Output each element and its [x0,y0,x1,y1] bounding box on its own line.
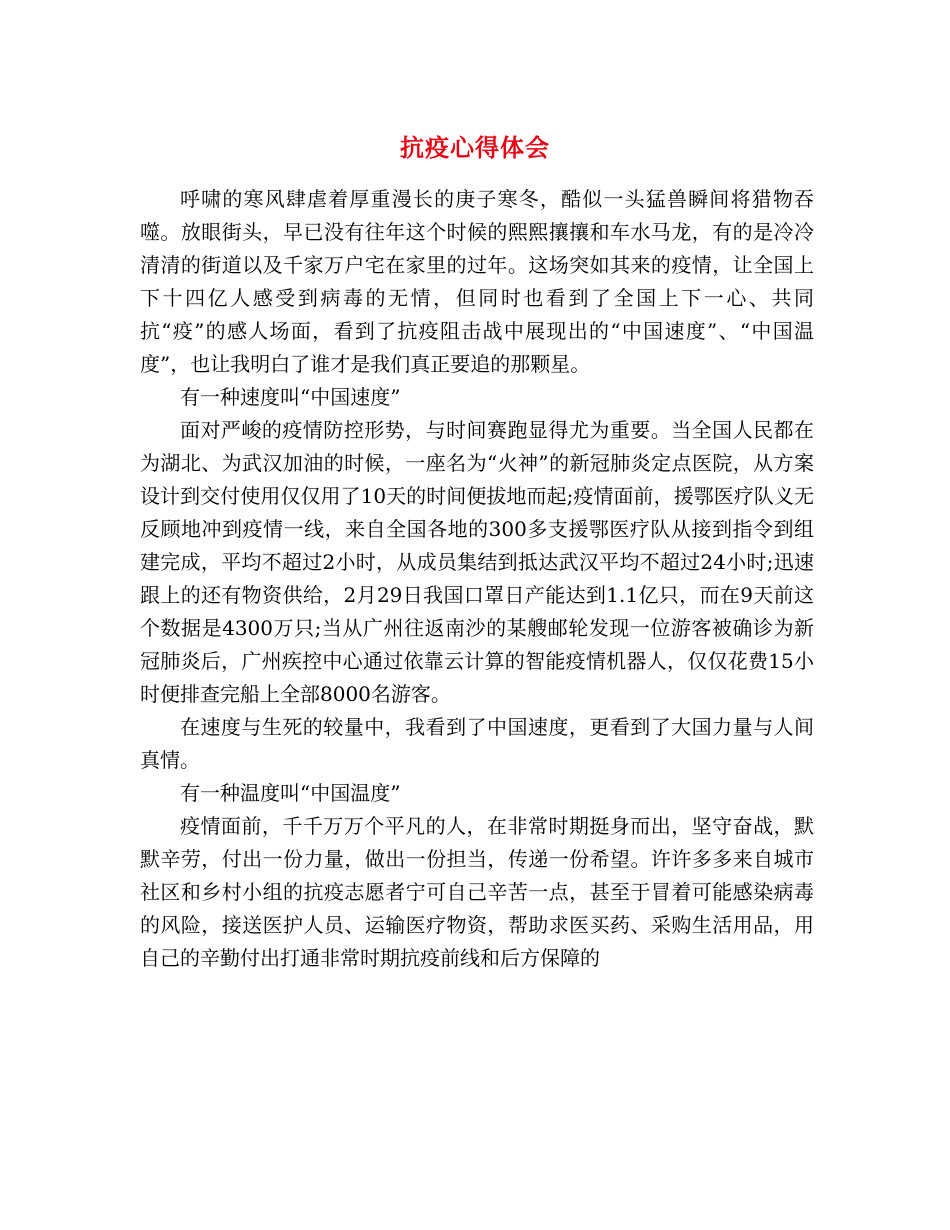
paragraph-heading-speed: 有一种速度叫“中国速度” [180,385,401,409]
paragraph-warmth: 疫情面前，千千万万个平凡的人，在非常时期挺身而出，坚守奋战，默默辛劳，付出一份力量，做出一份担当，传递一份希望。许许多多来自城市社区和乡村小组的抗疫志愿者宁可自己辛苦一点，甚至于冒着可能感染病毒的风险，接送医护人员、运输医疗物资，帮助求医买药、采购生活用品，用自己的辛勤付出打通非常时期抗疫前线和后方保障的 [140,814,814,970]
paragraph-intro: 呼啸的寒风肆虐着厚重漫长的庚子寒冬，酷似一头猛兽瞬间将猎物吞噬。放眼街头，早已没有往年这个时候的熙熙攘攘和车水马龙，有的是冷冷清清的街道以及千家万户宅在家里的过年。这场突如其来的疫情，让全国上下十四亿人感受到病毒的无情，但同时也看到了全国上下一心、共同抗“疫”的感人场面，看到了抗疫阻击战中展现出的“中国速度”、“中国温度”，也让我明白了谁才是我们真正要追的那颗星。 [140,187,814,376]
paragraph-speed-summary: 在速度与生死的较量中，我看到了中国速度，更看到了大国力量与人间真情。 [140,715,814,772]
document-body [140,183,814,975]
paragraph-speed: 面对严峻的疫情防控形势，与时间赛跑显得尤为重要。当全国人民都在为湖北、为武汉加油的时候，一座名为“火神”的新冠肺炎定点医院，从方案设计到交付使用仅仅用了10天的时间便拔地而起;疫情面前，援鄂医疗队义无反顾地冲到疫情一线，来自全国各地的300多支援鄂医疗队从接到指令到组建完成，平均不超过2小时，从成员集结到抵达武汉平均不超过24小时;迅速跟上的还有物资供给，2月29日我国口罩日产能达到1.1亿只，而在9天前这个数据是4300万只;当从广州往返南沙的某艘邮轮发现一位游客被确诊为新冠肺炎后，广州疾控中心通过依靠云计算的智能疫情机器人，仅仅花费15小时便排查完船上全部8000名游客。 [140,418,814,706]
document-title: 抗疫心得体会 [400,133,550,162]
paragraph-heading-warmth: 有一种温度叫“中国温度” [180,781,401,805]
